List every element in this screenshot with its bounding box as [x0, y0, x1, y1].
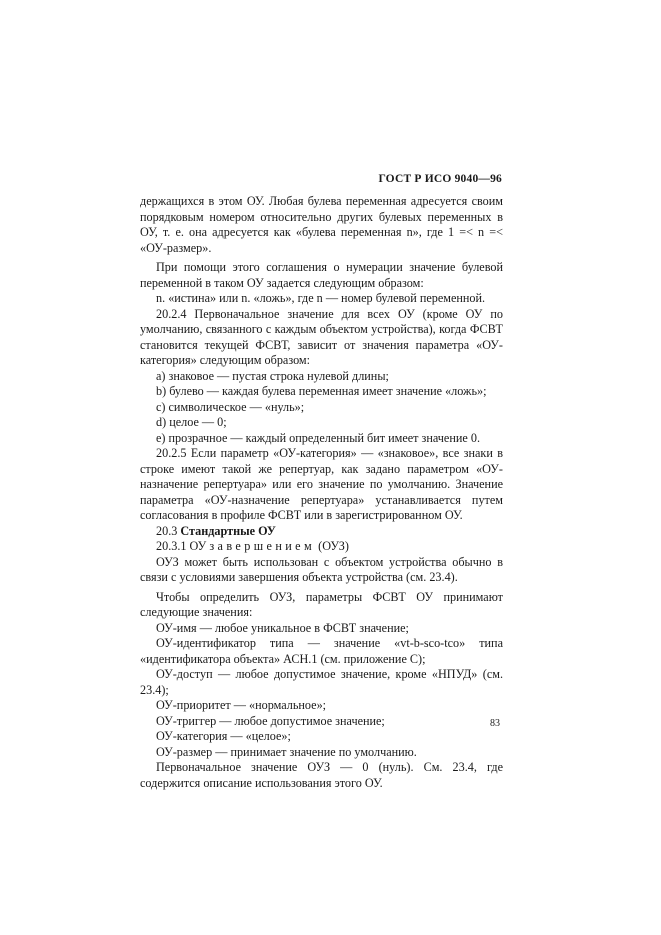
list-item-b: b) булево — каждая булева переменная имеет значение «ложь»;: [156, 384, 487, 398]
paragraph: n. «истина» или n. «ложь», где n — номер булевой переменной.: [156, 291, 486, 305]
list-item-e: е) прозрачное — каждый определенный бит имеет значение 0.: [156, 430, 480, 445]
paragraph: Первоначальное значение ОУЗ — 0 (нуль). См. 23.4, где содержится описание использования этого ОУ.: [140, 760, 503, 790]
paragraph: Чтобы определить ОУЗ, параметры ФСВТ ОУ принимают следующие значения:: [140, 589, 503, 619]
list-item-a: а) знаковое — пустая строка нулевой длины;: [156, 368, 389, 383]
document-header: ГОСТ Р ИСО 9040—96: [378, 173, 502, 185]
section-number: 20.3: [156, 523, 178, 538]
param-access: ОУ-доступ — любое допустимое значение, кроме «НПУД» (см. 23.4);: [140, 667, 503, 697]
param-priority: ОУ-приоритет — «нормальное»;: [156, 698, 327, 712]
param-category: ОУ-категория — «целое»;: [156, 729, 291, 743]
param-name: ОУ-имя — любое уникальное в ФСВТ значение;: [156, 620, 409, 635]
subsection-title: завершением: [209, 539, 316, 553]
paragraph: ОУЗ может быть использован с объектом устройства обычно в связи с условиями завершения объекта устройства (см. 23.4).: [140, 554, 503, 584]
paragraph: держащихся в этом ОУ. Любая булева переменная адресуется своим порядковым номером относительно других булевых переменных в ОУ, т. е. она адресуется как «булева переменная n», где 1 =< n =< «ОУ-размер».: [140, 194, 503, 255]
param-size: ОУ-размер — принимает значение по умолчанию.: [156, 744, 417, 759]
list-item-d: d) целое — 0;: [156, 415, 227, 429]
clause-20-2-5: 20.2.5 Если параметр «ОУ-категория» — «знаковое», все знаки в строке имеют такой же репертуар, как задано параметром «ОУ-назначение репертуара» или его значение по умолчанию. Значение параметра «ОУ-назначение репертуара» устанавливается путем согласования в профиле ФСВТ или в зарегистрированном ОУ.: [140, 446, 503, 522]
clause-20-2-4: 20.2.4 Первоначальное значение для всех ОУ (кроме ОУ по умолчанию, связанного с каждым объектом устройства), когда ФСВТ становится текущей ФСВТ, зависит от значения параметра «ОУ-категория» следующим образом:: [140, 306, 503, 367]
param-trigger: ОУ-триггер — любое допустимое значение;: [156, 713, 385, 728]
list-item-c: с) символическое — «нуль»;: [156, 399, 305, 414]
subsection-number: 20.3.1 ОУ: [156, 539, 207, 553]
subsection-abbreviation: (ОУЗ): [318, 539, 349, 553]
param-type-id: ОУ-идентификатор типа — значение «vt-b-sco-tco» типа «идентификатора объекта» АСН.1 (см. приложение С);: [140, 636, 503, 666]
section-title: Стандартные ОУ: [180, 523, 276, 538]
paragraph: При помощи этого соглашения о нумерации значение булевой переменной в таком ОУ задается следующим образом:: [140, 260, 503, 290]
section-heading-20-3: [140, 524, 503, 540]
subsection-heading-20-3-1: [140, 539, 503, 555]
page-number: 83: [490, 718, 500, 729]
document-body: [140, 194, 503, 791]
